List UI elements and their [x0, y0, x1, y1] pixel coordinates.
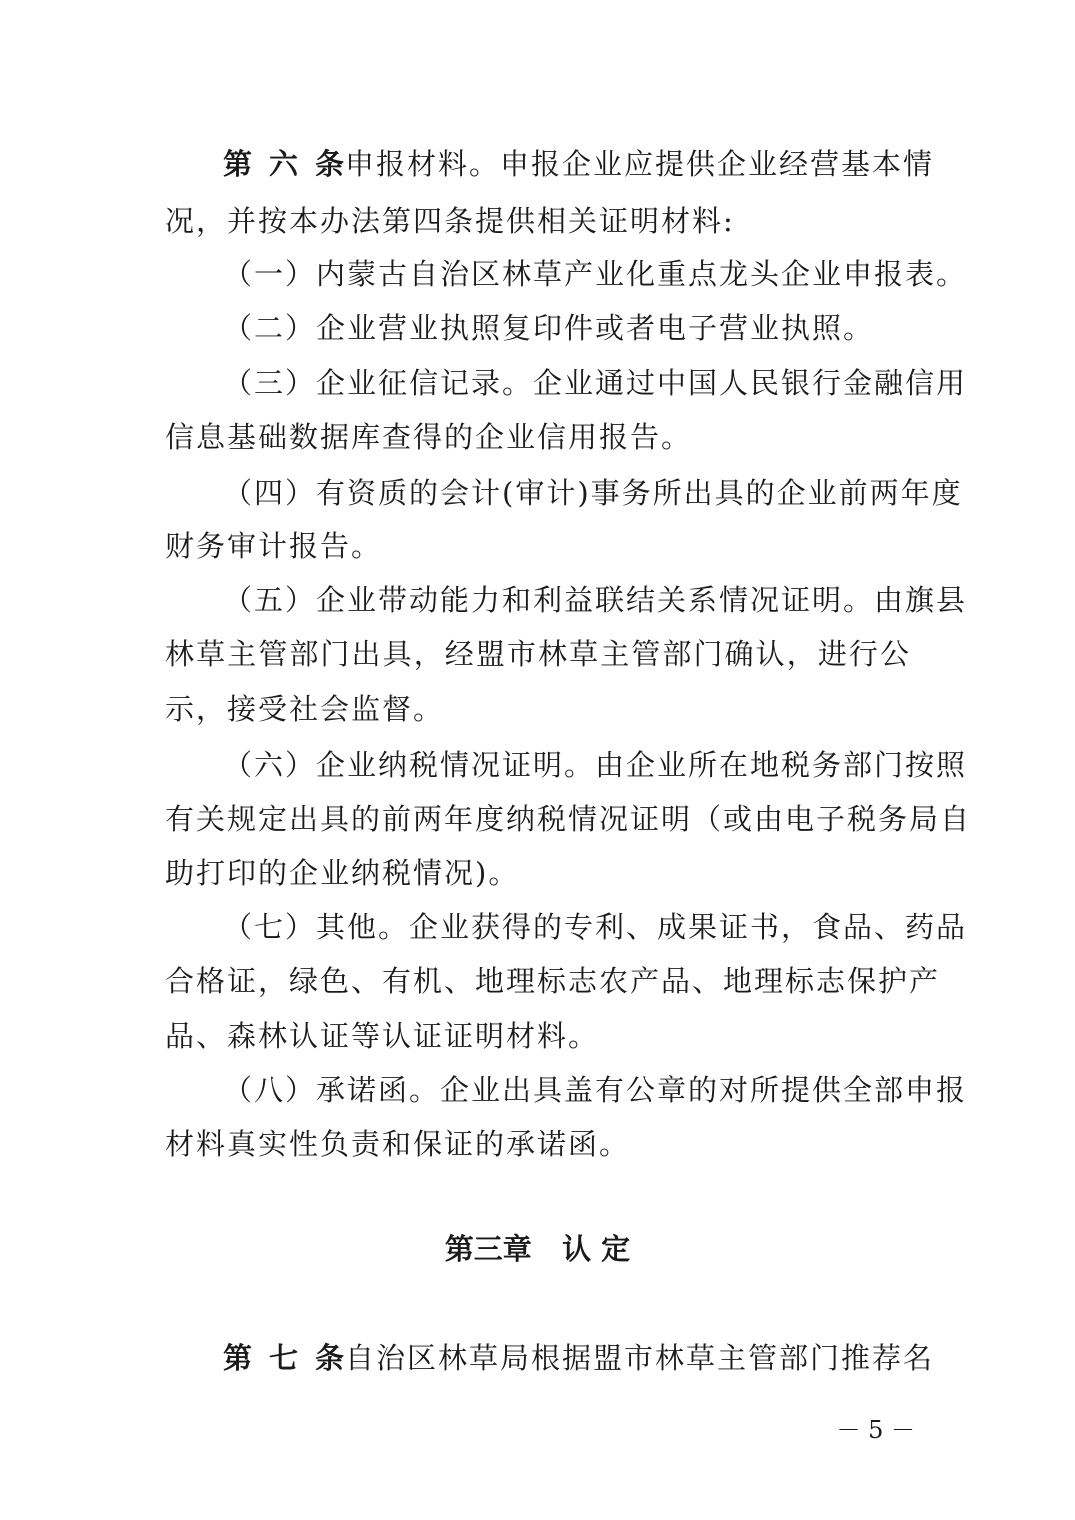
article-6-label: 第六条: [223, 147, 345, 181]
article-6-text: 申报材料。申报企业应提供企业经营基本情: [345, 147, 935, 181]
item-8-line-2: 材料真实性负责和保证的承诺函。: [165, 1127, 631, 1161]
article-6-line-1: [223, 144, 935, 184]
item-6-line-2: 有关规定出具的前两年度纳税情况证明（或由电子税务局自: [165, 802, 972, 836]
item-4-line-2: 财务审计报告。: [165, 529, 383, 563]
item-3-line-2: 信息基础数据库查得的企业信用报告。: [165, 420, 693, 454]
item-7-line-1: （七）其他。企业获得的专利、成果证书，食品、药品: [223, 910, 968, 944]
item-5-line-2: 林草主管部门出具，经盟市林草主管部门确认，进行公: [165, 637, 911, 671]
item-5-line-1: （五）企业带动能力和利益联结关系情况证明。由旗县: [223, 583, 968, 617]
page-number: － 5 －: [836, 1416, 915, 1444]
item-6-line-1: （六）企业纳税情况证明。由企业所在地税务部门按照: [223, 748, 968, 782]
item-8-line-1: （八）承诺函。企业出具盖有公章的对所提供全部申报: [223, 1073, 968, 1107]
article-7-text: 自治区林草局根据盟市林草主管部门推荐名: [345, 1341, 935, 1375]
item-7-line-3: 品、森林认证等认证证明材料。: [165, 1019, 600, 1053]
article-7-label: 第七条: [223, 1341, 345, 1375]
item-1-line-1: （一）内蒙古自治区林草产业化重点龙头企业申报表。: [223, 257, 968, 291]
item-6-line-3: 助打印的企业纳税情况)。: [165, 856, 520, 890]
item-4-line-1: （四）有资质的会计(审计)事务所出具的企业前两年度: [223, 476, 963, 510]
article-7-line-1: [223, 1338, 935, 1378]
item-5-line-3: 示，接受社会监督。: [165, 692, 445, 726]
chapter-heading: 第三章 认 定: [444, 1232, 631, 1266]
item-2-line-1: （二）企业营业执照复印件或者电子营业执照。: [223, 311, 875, 345]
article-6-line-2: 况，并按本办法第四条提供相关证明材料:: [165, 204, 735, 238]
item-3-line-1: （三）企业征信记录。企业通过中国人民银行金融信用: [223, 366, 968, 400]
item-7-line-2: 合格证，绿色、有机、地理标志农产品、地理标志保护产: [165, 964, 941, 998]
